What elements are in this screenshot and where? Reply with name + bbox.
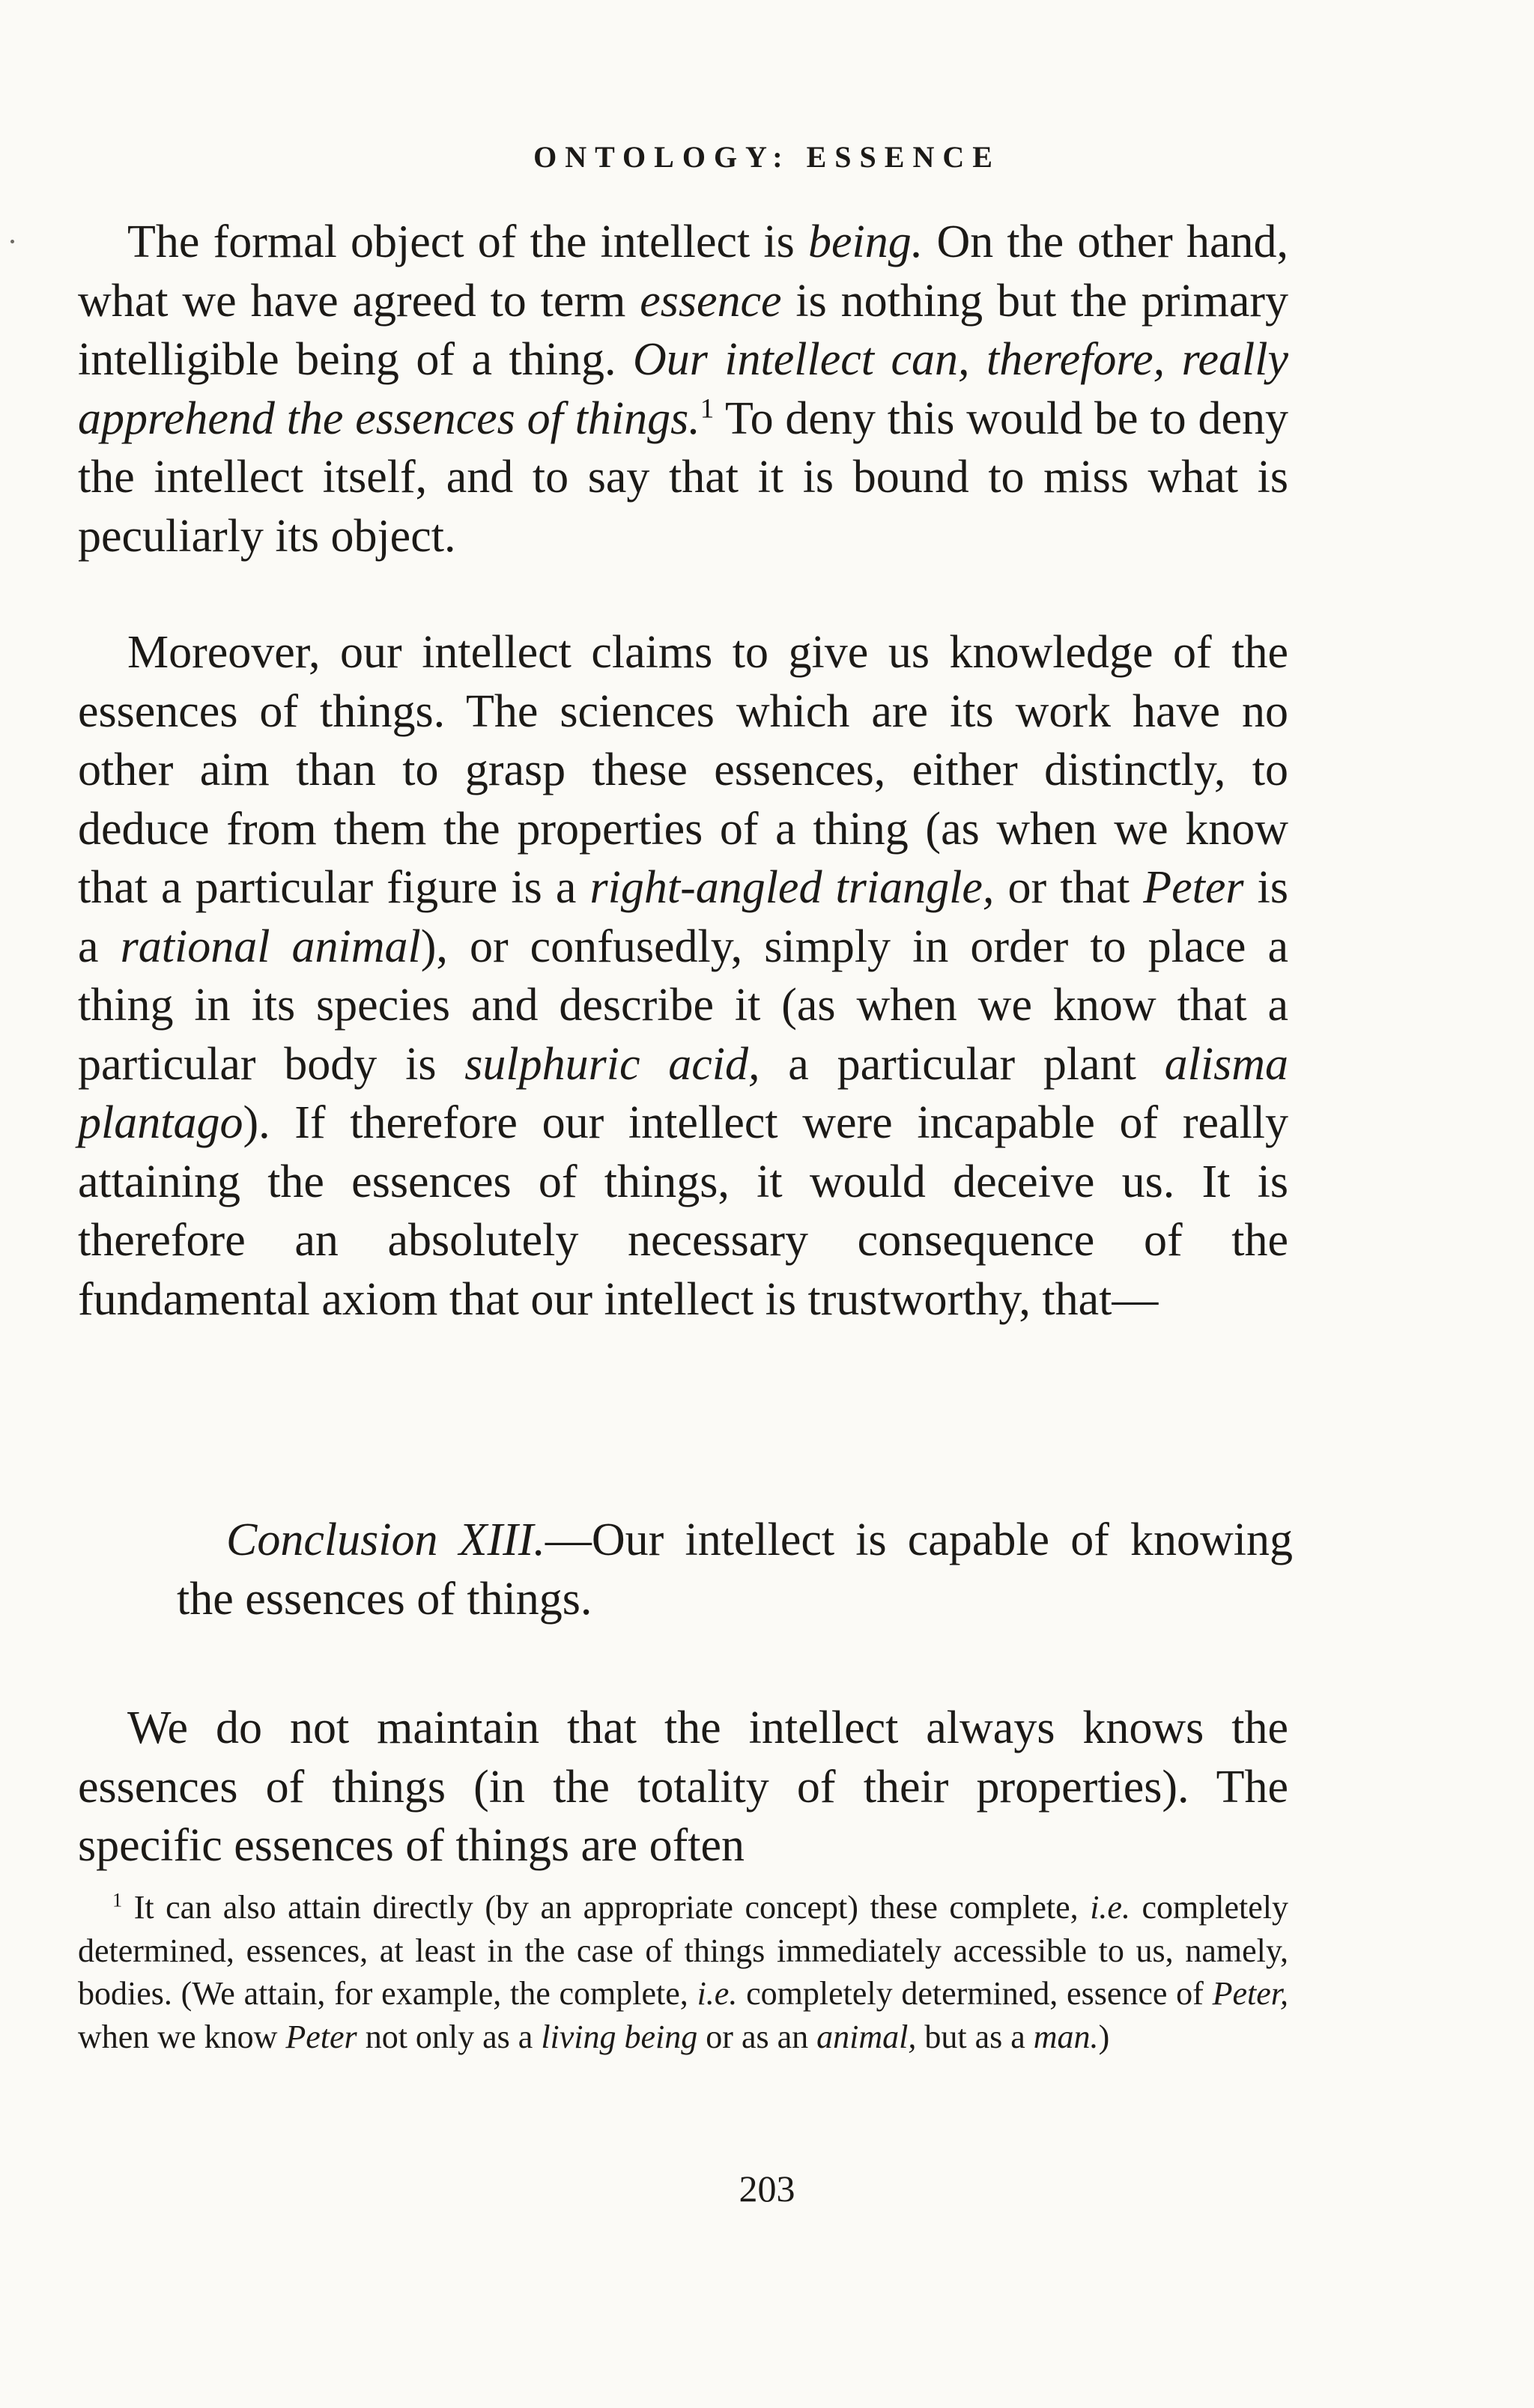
- conclusion-text: —Our intellect is capable of knowing the essences of things.: [177, 1514, 1294, 1625]
- footnote-italic-peter-2: Peter: [285, 2018, 357, 2055]
- para1-text-3: is nothing but the primary intelligible being of a thing.: [78, 275, 1288, 385]
- footnote-text-3: completely determined, essence of: [737, 1975, 1213, 2012]
- footnote-text-1: It can also attain directly (by an appropriate concept) these complete,: [122, 1889, 1091, 1926]
- para1-text-4: To deny this would be to deny the intellect itself, and to say that it is bound to miss what is peculiarly its object.: [78, 392, 1288, 562]
- para2-text-5: a particular plant: [760, 1038, 1165, 1090]
- footnote-italic-ie-2: i.e.: [697, 1975, 738, 2012]
- speck-mark: [10, 240, 14, 243]
- paragraph-2: [78, 623, 1288, 1329]
- footnote-text-4: when we know: [78, 2018, 286, 2055]
- para2-text-6: ). If therefore our intellect were incapable of really attaining the essences of things, it would deceive us. It is therefore an absolutely necessary consequence of the fundamental axiom that our intellect is trustworthy, that—: [78, 1097, 1288, 1325]
- para1-italic-essence: essence: [640, 275, 782, 327]
- footnote-reference: 1: [700, 392, 715, 424]
- footnote-text-8: ): [1098, 2018, 1110, 2055]
- footnote-mark: 1: [112, 1888, 123, 1911]
- footnote-text-6: or as an: [697, 2018, 817, 2055]
- para2-italic-peter: Peter: [1143, 862, 1244, 913]
- para1-text-2: On the other hand, what we have agreed to term: [78, 216, 1288, 327]
- para2-text-2: or that: [994, 862, 1144, 913]
- paragraph-3: [78, 1699, 1288, 1875]
- para2-italic-alisma: alisma plantago: [78, 1038, 1288, 1148]
- para3-text: We do not maintain that the intellect always knows the essences of things (in the totality of their properties). The specific essences of things are often: [78, 1702, 1288, 1871]
- paragraph-1: [78, 213, 1288, 565]
- footnote-text-2: completely determined, essences, at least in the case of things immediately accessible to us, namely, bodies. (We attain, for example, the complete,: [78, 1889, 1288, 2012]
- para1-text-1: The formal object of the intellect is: [127, 216, 808, 267]
- footnote-text-5: not only as a: [357, 2018, 542, 2055]
- para2-text-4: ), or confusedly, simply in order to place a thing in its species and describe it (as when we know that a particular body is: [78, 921, 1289, 1090]
- para2-text-1: Moreover, our intellect claims to give us knowledge of the essences of things. The sciences which are its work have no other aim than to grasp these essences, either distinctly, to deduce from them the properties of a thing (as when we know that a particular figure is a: [78, 627, 1288, 913]
- para1-italic-thesis: Our intellect can, therefore, really apprehend the essences of things.: [78, 334, 1288, 444]
- footnote-italic-ie-1: i.e.: [1090, 1889, 1130, 1926]
- footnote-italic-man: man.: [1033, 2018, 1099, 2055]
- para2-italic-sulphuric-acid: sulphuric acid,: [464, 1038, 760, 1090]
- para2-italic-rational-animal: rational animal: [120, 921, 421, 972]
- conclusion-statement: [177, 1511, 1293, 1628]
- footnote: [78, 1886, 1288, 2058]
- footnote-text-7: but as a: [916, 2018, 1034, 2055]
- para1-italic-being: being.: [808, 216, 924, 267]
- footnote-italic-living-being: living being: [541, 2018, 698, 2055]
- para2-italic-triangle: right-angled triangle,: [589, 862, 995, 913]
- running-head: ONTOLOGY: ESSENCE: [533, 140, 1001, 174]
- footnote-italic-animal: animal,: [816, 2018, 917, 2055]
- para2-text-3: is a: [78, 862, 1288, 972]
- page-number: 203: [739, 2168, 795, 2210]
- footnote-italic-peter-1: Peter,: [1212, 1975, 1289, 2012]
- conclusion-label: Conclusion XIII.: [226, 1514, 545, 1565]
